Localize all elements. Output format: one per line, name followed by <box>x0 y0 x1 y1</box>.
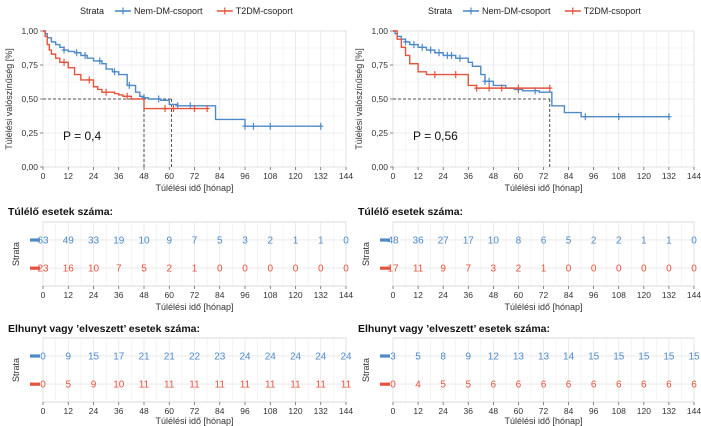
x-tick-label: 24 <box>88 290 99 300</box>
x-tick-label: 12 <box>63 290 73 300</box>
x-tick-label: 84 <box>563 406 574 416</box>
x-tick-label: 12 <box>413 290 423 300</box>
count-cell: 6 <box>490 379 497 391</box>
table-title: Túlélő esetek száma: <box>358 206 464 218</box>
count-cell: 1 <box>641 235 647 247</box>
count-cell: 0 <box>242 263 248 275</box>
x-tick-label: 108 <box>263 171 278 181</box>
x-axis-title: Túlélési idő [hónap] <box>155 183 234 193</box>
x-tick-label: 12 <box>413 171 423 181</box>
count-cell: 15 <box>638 351 650 363</box>
x-tick-label: 0 <box>390 171 396 181</box>
legend-title: Strata <box>428 6 453 16</box>
count-cell: 5 <box>565 235 572 247</box>
x-tick-label: 0 <box>390 406 396 416</box>
x-tick-label: 96 <box>588 290 599 300</box>
count-cell: 6 <box>666 379 672 391</box>
x-tick-label: 36 <box>463 171 473 181</box>
count-cell: 0 <box>40 379 46 391</box>
count-cell: 19 <box>113 235 125 247</box>
y-axis-title: Túlélési valószínűség [%] <box>4 48 14 150</box>
y-tick-label: 0,75 <box>21 60 38 70</box>
count-cell: 11 <box>214 379 225 391</box>
x-tick-label: 36 <box>114 290 124 300</box>
count-cell: 6 <box>515 379 522 391</box>
x-tick-label: 108 <box>611 406 626 416</box>
x-tick-label: 48 <box>488 290 499 300</box>
count-cell: 14 <box>563 351 575 363</box>
x-tick-label: 108 <box>263 290 278 300</box>
x-tick-label: 48 <box>139 406 149 416</box>
x-tick-label: 48 <box>488 171 499 181</box>
x-tick-label: 84 <box>563 290 574 300</box>
count-cell: 7 <box>115 263 122 275</box>
legend <box>80 6 293 16</box>
legend-label: T2DM-csoport <box>235 6 293 16</box>
count-cell: 9 <box>166 235 173 247</box>
table-title: Elhunyt vagy ’elveszett’ esetek száma: <box>358 323 551 335</box>
table-title: Elhunyt vagy ’elveszett’ esetek száma: <box>8 323 201 335</box>
x-tick-label: 84 <box>215 290 225 300</box>
count-cell: 2 <box>166 263 173 275</box>
x-tick-label: 48 <box>488 406 499 416</box>
y-tick-label: 1,00 <box>371 26 388 36</box>
count-cell: 17 <box>113 351 125 363</box>
count-cell: 17 <box>462 235 474 247</box>
count-cell: 0 <box>590 263 597 275</box>
count-cell: 6 <box>540 379 547 391</box>
x-tick-label: 48 <box>139 171 149 181</box>
count-cell: 0 <box>343 235 349 247</box>
x-tick-label: 96 <box>588 406 599 416</box>
x-tick-label: 144 <box>686 290 701 300</box>
x-tick-label: 108 <box>263 406 278 416</box>
x-axis-title: Túlélési idő [hónap] <box>155 302 234 312</box>
count-cell: 9 <box>90 379 97 391</box>
count-cell: 5 <box>65 379 72 391</box>
x-tick-label: 120 <box>636 290 651 300</box>
x-tick-label: 72 <box>189 406 200 416</box>
y-axis-title: Túlélési valószínűség [%] <box>354 48 364 150</box>
count-cell: 6 <box>565 379 572 391</box>
x-tick-label: 132 <box>313 171 328 181</box>
strata-axis-title: Strata <box>11 241 21 267</box>
count-cell: 11 <box>138 379 150 391</box>
km-plot-2 <box>354 6 701 193</box>
count-cell: 0 <box>216 263 223 275</box>
strata-axis-title: Strata <box>361 357 371 383</box>
x-tick-label: 132 <box>313 406 328 416</box>
y-tick-label: 0,75 <box>371 60 388 70</box>
x-tick-label: 144 <box>686 406 701 416</box>
x-tick-label: 120 <box>288 406 303 416</box>
count-cell: 5 <box>216 235 223 247</box>
x-tick-label: 36 <box>114 406 124 416</box>
count-cell: 16 <box>62 263 74 275</box>
x-tick-label: 48 <box>139 290 149 300</box>
x-tick-label: 60 <box>164 171 174 181</box>
count-cell: 15 <box>588 351 600 363</box>
count-cell: 1 <box>191 263 198 275</box>
x-tick-label: 84 <box>215 406 225 416</box>
count-cell: 10 <box>487 235 499 247</box>
count-cell: 11 <box>412 263 424 275</box>
strata-axis-title: Strata <box>361 241 371 267</box>
x-tick-label: 12 <box>413 406 423 416</box>
count-cell: 13 <box>537 351 550 363</box>
count-cell: 0 <box>691 235 697 247</box>
count-cell: 10 <box>87 263 100 275</box>
count-cell: 48 <box>387 235 399 247</box>
x-tick-label: 132 <box>313 290 328 300</box>
count-cell: 21 <box>138 351 150 363</box>
legend <box>428 6 641 16</box>
count-cell: 21 <box>163 351 175 363</box>
x-tick-label: 24 <box>438 290 448 300</box>
y-tick-label: 0,50 <box>21 94 38 104</box>
count-cell: 23 <box>214 351 226 363</box>
x-tick-label: 120 <box>636 406 651 416</box>
count-cell: 2 <box>615 235 622 247</box>
count-cell: 24 <box>239 351 251 363</box>
x-tick-label: 36 <box>463 406 473 416</box>
count-cell: 0 <box>267 263 274 275</box>
count-cell: 13 <box>512 351 524 363</box>
strata-marker-nem-dm <box>30 354 40 357</box>
count-cell: 24 <box>340 351 352 363</box>
x-tick-label: 96 <box>240 406 250 416</box>
x-tick-label: 72 <box>538 406 549 416</box>
count-cell: 3 <box>490 263 497 275</box>
km-plot-1 <box>4 6 353 193</box>
x-tick-label: 60 <box>513 171 524 181</box>
legend-label: T2DM-csoport <box>583 6 641 16</box>
count-cell: 11 <box>239 379 251 391</box>
count-cell: 11 <box>189 379 200 391</box>
x-tick-label: 24 <box>88 171 99 181</box>
count-cell: 1 <box>666 235 672 247</box>
count-cell: 36 <box>412 235 424 247</box>
x-tick-label: 120 <box>636 171 651 181</box>
count-cell: 0 <box>615 263 622 275</box>
strata-marker-nem-dm <box>380 354 390 357</box>
count-cell: 27 <box>437 235 449 247</box>
count-cell: 11 <box>340 379 352 391</box>
x-tick-label: 72 <box>189 171 200 181</box>
count-cell: 0 <box>40 351 46 363</box>
x-tick-label: 0 <box>40 290 46 300</box>
count-cell: 1 <box>292 235 299 247</box>
x-axis-title: Túlélési idő [hónap] <box>504 302 583 312</box>
x-tick-label: 60 <box>513 290 524 300</box>
count-cell: 1 <box>540 263 547 275</box>
count-cell: 12 <box>487 351 499 363</box>
count-cell: 2 <box>515 263 522 275</box>
count-cell: 23 <box>37 263 49 275</box>
events-table-1 <box>8 323 353 426</box>
x-tick-label: 144 <box>338 406 354 416</box>
legend-label: Nem-DM-csoport <box>482 6 551 16</box>
count-cell: 17 <box>387 263 399 275</box>
x-tick-label: 72 <box>538 171 549 181</box>
x-tick-label: 24 <box>438 406 448 416</box>
survivors-table-1 <box>8 206 353 312</box>
count-cell: 7 <box>191 235 198 247</box>
x-tick-label: 24 <box>438 171 448 181</box>
y-tick-label: 0,50 <box>371 94 388 104</box>
count-cell: 0 <box>343 263 349 275</box>
x-tick-label: 72 <box>538 290 549 300</box>
count-cell: 10 <box>113 379 125 391</box>
count-cell: 0 <box>666 263 672 275</box>
x-tick-label: 132 <box>661 171 677 181</box>
x-tick-label: 144 <box>338 290 354 300</box>
count-cell: 10 <box>138 235 150 247</box>
count-cell: 15 <box>663 351 675 363</box>
count-cell: 3 <box>242 235 248 247</box>
x-tick-label: 96 <box>240 290 250 300</box>
y-tick-label: 0,25 <box>371 128 388 138</box>
p-value: P = 0,4 <box>63 128 102 143</box>
x-tick-label: 0 <box>40 171 46 181</box>
x-tick-label: 120 <box>288 290 303 300</box>
count-cell: 2 <box>590 235 597 247</box>
x-tick-label: 36 <box>114 171 124 181</box>
strata-marker-t2dm <box>30 383 40 386</box>
count-cell: 8 <box>440 351 446 363</box>
legend-label: Nem-DM-csoport <box>134 6 203 16</box>
x-axis-title: Túlélési idő [hónap] <box>504 183 583 193</box>
count-cell: 24 <box>264 351 276 363</box>
x-tick-label: 12 <box>63 171 73 181</box>
count-cell: 15 <box>688 351 700 363</box>
x-tick-label: 12 <box>63 406 73 416</box>
count-cell: 6 <box>691 379 697 391</box>
count-cell: 5 <box>465 379 472 391</box>
count-cell: 15 <box>613 351 625 363</box>
y-tick-label: 1,00 <box>21 26 38 36</box>
count-cell: 24 <box>315 351 327 363</box>
count-cell: 9 <box>440 263 446 275</box>
events-table-2 <box>358 323 701 426</box>
count-cell: 0 <box>565 263 572 275</box>
count-cell: 7 <box>465 263 472 275</box>
count-cell: 6 <box>615 379 622 391</box>
strata-axis-title: Strata <box>11 357 21 383</box>
count-cell: 0 <box>641 263 647 275</box>
count-cell: 11 <box>265 379 276 391</box>
count-cell: 0 <box>390 379 396 391</box>
x-tick-label: 108 <box>611 290 626 300</box>
x-tick-label: 144 <box>686 171 701 181</box>
count-cell: 63 <box>37 235 49 247</box>
x-tick-label: 36 <box>463 290 473 300</box>
x-tick-label: 24 <box>88 406 99 416</box>
count-cell: 5 <box>141 263 147 275</box>
x-tick-label: 72 <box>189 290 200 300</box>
count-cell: 24 <box>289 351 302 363</box>
count-cell: 9 <box>65 351 72 363</box>
x-tick-label: 60 <box>513 406 524 416</box>
count-cell: 4 <box>415 379 421 391</box>
count-cell: 49 <box>62 235 74 247</box>
x-tick-label: 132 <box>661 406 677 416</box>
count-cell: 6 <box>641 379 647 391</box>
count-cell: 1 <box>317 235 324 247</box>
x-tick-label: 120 <box>288 171 303 181</box>
count-cell: 11 <box>290 379 301 391</box>
count-cell: 11 <box>315 379 326 391</box>
count-cell: 33 <box>87 235 100 247</box>
x-axis-title: Túlélési idő [hónap] <box>155 416 234 426</box>
x-tick-label: 0 <box>390 290 396 300</box>
count-cell: 6 <box>540 235 547 247</box>
count-cell: 3 <box>390 351 396 363</box>
count-cell: 5 <box>440 379 446 391</box>
legend-title: Strata <box>80 6 105 16</box>
count-cell: 0 <box>292 263 299 275</box>
x-tick-label: 108 <box>611 171 626 181</box>
survivors-table-2 <box>358 206 701 312</box>
count-cell: 0 <box>317 263 324 275</box>
y-tick-label: 0,00 <box>21 162 38 172</box>
count-cell: 2 <box>267 235 274 247</box>
x-tick-label: 96 <box>588 171 599 181</box>
x-axis-title: Túlélési idő [hónap] <box>504 416 583 426</box>
table-title: Túlélő esetek száma: <box>8 206 114 218</box>
count-cell: 0 <box>691 263 697 275</box>
y-tick-label: 0,25 <box>21 128 38 138</box>
count-cell: 8 <box>515 235 522 247</box>
p-value: P = 0,56 <box>413 128 458 143</box>
x-tick-label: 60 <box>164 290 174 300</box>
x-tick-label: 84 <box>215 171 225 181</box>
count-cell: 11 <box>164 379 175 391</box>
x-tick-label: 0 <box>40 406 46 416</box>
x-tick-label: 132 <box>661 290 677 300</box>
count-cell: 5 <box>415 351 421 363</box>
count-cell: 9 <box>465 351 472 363</box>
x-tick-label: 60 <box>164 406 174 416</box>
count-cell: 22 <box>188 351 201 363</box>
count-cell: 6 <box>590 379 597 391</box>
x-tick-label: 84 <box>563 171 574 181</box>
x-tick-label: 96 <box>240 171 250 181</box>
strata-marker-t2dm <box>380 383 390 386</box>
x-tick-label: 144 <box>338 171 354 181</box>
count-cell: 15 <box>87 351 100 363</box>
y-tick-label: 0,00 <box>371 162 388 172</box>
